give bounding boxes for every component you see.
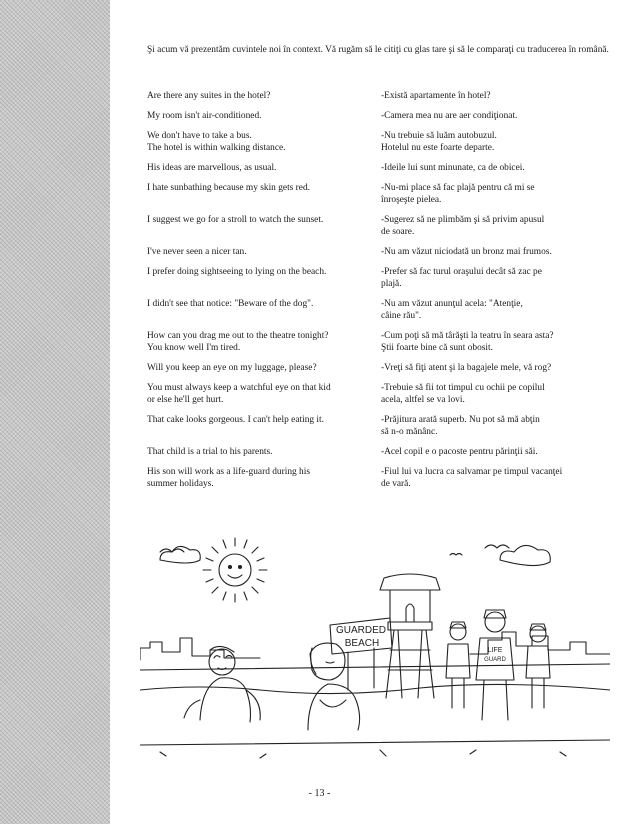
phrase-row [147,130,617,154]
romanian-translation [381,162,617,174]
sun-drawing [203,538,267,602]
english-line: or else he'll get hurt. [147,395,224,405]
romanian-translation [381,246,617,258]
romanian-line: Hotelul nu este foarte departe. [381,143,495,153]
romanian-translation [381,362,617,374]
phrase-row [147,266,617,290]
romanian-translation [381,214,617,238]
english-sentence [147,362,375,374]
romanian-line: -Acel copil e o pacoste pentru părinţii săi. [381,447,538,457]
romanian-line: -Sugerez să ne plimbăm şi să privim apusul [381,215,545,225]
english-sentence [147,382,375,406]
romanian-line: -Fiul lui va lucra ca salvamar pe timpul vacanţei [381,467,563,477]
romanian-line: -Prăjitura arată superb. Nu pot să mă abţin [381,415,540,425]
phrase-row [147,382,617,406]
english-line: I suggest we go for a stroll to watch the sunset. [147,215,324,225]
romanian-line: -Nu-mi place să fac plajă pentru că mi se [381,183,535,193]
english-line: Are there any suites in the hotel? [147,91,271,101]
english-line: The hotel is within walking distance. [147,143,286,153]
romanian-translation [381,446,617,458]
romanian-line: -Trebuie să fii tot timpul cu ochii pe copilul [381,383,545,393]
sign-line-1: GUARDED [335,625,387,636]
english-sentence [147,330,375,354]
english-sentence [147,182,375,206]
boy-drawing [446,622,470,708]
sign-line-2: BEACH [344,638,380,649]
english-sentence [147,298,375,322]
phrase-row [147,246,617,258]
romanian-line: -Nu am văzut niciodată un bronz mai frumos. [381,247,552,257]
romanian-translation [381,266,617,290]
english-sentence [147,266,375,290]
phrase-row [147,110,617,122]
romanian-line: plajă. [381,279,402,289]
romanian-translation [381,130,617,154]
phrase-row [147,214,617,238]
gray-margin-band [0,0,110,824]
romanian-line: înroşeşte pielea. [381,195,442,205]
phrase-list [147,90,617,490]
romanian-translation [381,110,617,122]
romanian-translation [381,382,617,406]
romanian-translation [381,90,617,102]
romanian-line: -Nu trebuie să luăm autobuzul. [381,131,497,141]
english-line: His ideas are marvellous, as usual. [147,163,277,173]
phrase-row [147,330,617,354]
english-line: That cake looks gorgeous. I can't help eating it. [147,415,324,425]
romanian-line: -Ideile lui sunt minunate, ca de obicei. [381,163,525,173]
phrase-row [147,182,617,206]
english-line: Will you keep an eye on my luggage, please? [147,363,317,373]
english-line: I've never seen a nicer tan. [147,247,247,257]
phrase-row [147,90,617,102]
english-line: summer holidays. [147,479,214,489]
english-sentence [147,414,375,438]
english-line: That child is a trial to his parents. [147,447,273,457]
romanian-line: -Vreţi să fiţi atent şi la bagajele mele, vă rog? [381,363,552,373]
phrase-row [147,362,617,374]
english-line: I prefer doing sightseeing to lying on the beach. [147,267,327,277]
romanian-line: să n-o mănânc. [381,427,438,437]
phrase-row [147,298,617,322]
english-sentence [147,162,375,174]
woman-swimmer-drawing [308,643,360,730]
phrase-row [147,414,617,438]
english-line: I didn't see that notice: "Beware of the dog". [147,299,314,309]
english-line: His son will work as a life-guard during his [147,467,310,477]
phrase-row [147,162,617,174]
english-sentence [147,466,375,490]
romanian-line: Ştii foarte bine că sunt obosit. [381,343,493,353]
shirt-line-2: GUARD [484,657,506,663]
romanian-translation [381,330,617,354]
beach-cartoon-illustration [140,530,610,770]
romanian-line: -Camera mea nu are aer condiţionat. [381,111,518,121]
english-line: You know well I'm tired. [147,343,241,353]
english-line: We don't have to take a bus. [147,131,252,141]
romanian-translation [381,414,617,438]
romanian-translation [381,298,617,322]
english-sentence [147,90,375,102]
intro-paragraph: Şi acum vă prezentăm cuvintele noi în context. Vă rugăm să le citiţi cu glas tare şi să le comparaţi cu traducerea în română. [147,45,609,55]
romanian-line: de vară. [381,479,411,489]
english-line: You must always keep a watchful eye on that kid [147,383,331,393]
romanian-translation [381,182,617,206]
english-line: How can you drag me out to the theatre tonight? [147,331,329,341]
english-sentence [147,446,375,458]
lifeguard-tower-drawing [380,574,440,698]
shirt-line-1: LIFE [487,647,503,654]
english-line: I hate sunbathing because my skin gets red. [147,183,310,193]
english-line: My room isn't air-conditioned. [147,111,262,121]
romanian-line: acela, altfel se va lovi. [381,395,465,405]
english-sentence [147,246,375,258]
second-boy-drawing [526,624,550,708]
romanian-line: -Există apartamente în hotel? [381,91,491,101]
page-number: - 13 - [308,788,331,799]
romanian-line: -Prefer să fac turul oraşului decât să zac pe [381,267,542,277]
romanian-line: câine rău". [381,311,422,321]
english-sentence [147,110,375,122]
phrase-row [147,446,617,458]
romanian-line: -Cum poţi să mă târăşti la teatru în seara asta? [381,331,554,341]
english-sentence [147,130,375,154]
phrase-row [147,466,617,490]
english-sentence [147,214,375,238]
romanian-line: de soare. [381,227,415,237]
romanian-line: -Nu am văzut anunţul acela: "Atenţie, [381,299,523,309]
romanian-translation [381,466,617,490]
